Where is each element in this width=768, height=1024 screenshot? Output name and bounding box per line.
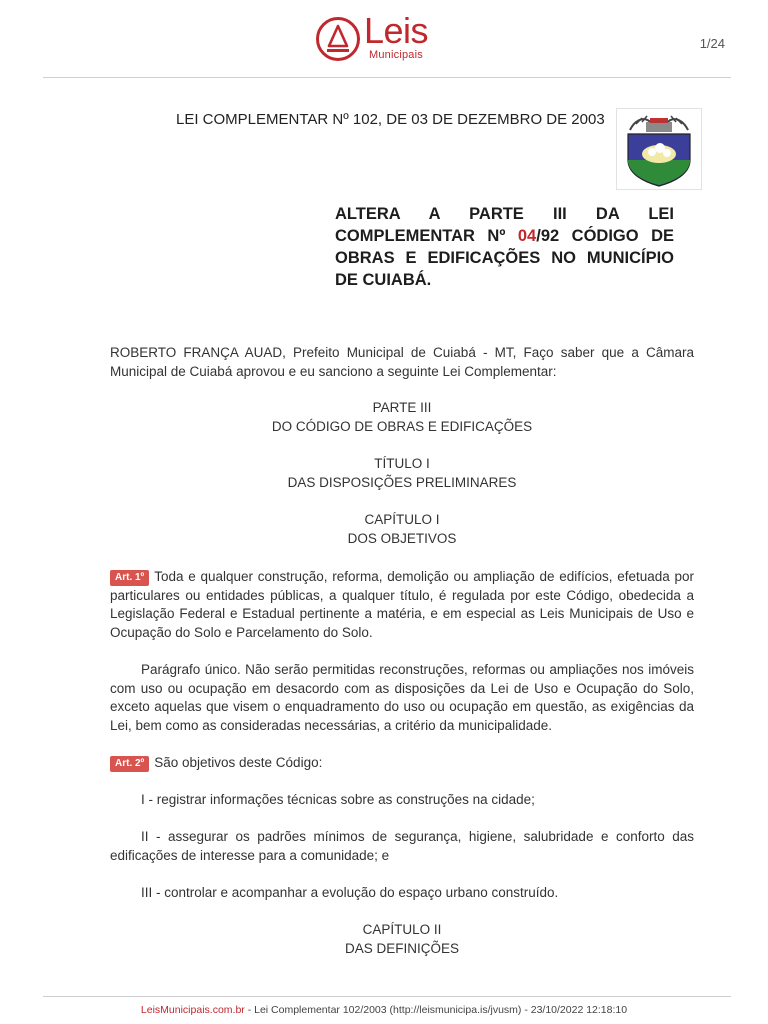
chapter1-heading (110, 511, 694, 548)
law-title: LEI COMPLEMENTAR Nº 102, DE 03 DE DEZEMBRO DE 2003 (176, 111, 605, 128)
page-header (0, 0, 768, 78)
title-heading-name: DAS DISPOSIÇÕES PRELIMINARES (287, 474, 517, 490)
article-2-badge[interactable]: Art. 2º (110, 756, 149, 772)
header-divider (43, 77, 731, 78)
leis-municipais-logo[interactable] (315, 10, 445, 62)
objective-item-2: II - assegurar os padrões mínimos de segurança, higiene, salubridade e conforto das edificações de interesse para a comunidade; e (110, 829, 694, 863)
chapter2-heading (110, 921, 694, 958)
article-1-badge[interactable]: Art. 1º (110, 570, 149, 586)
footer-site-link[interactable]: LeisMunicipais.com.br (140, 1004, 245, 1016)
logo-brand-text: Leis (364, 10, 429, 51)
part-heading (110, 399, 694, 436)
chapter2-heading-number: CAPÍTULO II (362, 922, 442, 937)
part-heading-number: PARTE III (372, 400, 432, 415)
referenced-law-link[interactable]: 04 (517, 227, 537, 245)
footer-divider (43, 996, 731, 997)
page-footer (0, 1004, 768, 1016)
title-heading-number: TÍTULO I (374, 456, 430, 471)
article-2-text: São objetivos deste Código: (154, 755, 323, 770)
summary-text-end: /92 CÓDIGO DE OBRAS E EDIFICAÇÕES NO MUNICÍPIO DE CUIABÁ. (335, 227, 674, 289)
intro-paragraph: ROBERTO FRANÇA AUAD, Prefeito Municipal de Cuiabá - MT, Faço saber que a Câmara Municipal de Cuiabá aprovou e eu sanciono a seguinte Lei Complementar: (110, 345, 694, 379)
footer-timestamp: 23/10/2022 12:18:10 (530, 1004, 628, 1016)
logo-brand-subtitle: Municipais (369, 49, 423, 61)
chapter2-heading-name: DAS DEFINIÇÕES (344, 940, 460, 956)
article-1-text: Toda e qualquer construção, reforma, demolição ou ampliação de edifícios, efetuada por particulares ou entidades públicas, a qualquer título, é regulada por este Código, obedecida a Legislação Federal e Estadual pertinente a matéria, e em especial as Leis Municipais de Uso e Ocupação do Solo e Parcelamento do Solo. (110, 569, 694, 640)
coat-of-arms-icon (616, 108, 702, 190)
law-summary (335, 203, 674, 291)
chapter1-heading-name: DOS OBJETIVOS (347, 530, 457, 546)
article-2 (110, 754, 694, 773)
summary-text-start: ALTERA A PARTE III DA LEI COMPLEMENTAR Nº (335, 205, 674, 245)
article-1 (110, 568, 694, 642)
page-indicator: 1/24 (699, 36, 725, 51)
objective-item-3: III - controlar e acompanhar a evolução do espaço urbano construído. (141, 885, 559, 900)
objective-item-1: I - registrar informações técnicas sobre as construções na cidade; (141, 792, 535, 807)
footer-reference: - Lei Complementar 102/2003 (http://leismunicipa.is/jvusm) - (244, 1004, 531, 1016)
part-heading-name: DO CÓDIGO DE OBRAS E EDIFICAÇÕES (271, 418, 533, 434)
scales-logo-icon (315, 16, 361, 62)
sole-paragraph: Parágrafo único. Não serão permitidas reconstruções, reformas ou ampliações nos imóveis com uso ou ocupação em desacordo com as disposições da Lei de Uso e Ocupação do Solo, exceto aquelas que visem o enquadramento do uso ou ocupação em questão, as exigências da Lei, bem como as consideradas necessárias, a critério da municipalidade. (110, 662, 694, 733)
title-heading (110, 455, 694, 492)
chapter1-heading-number: CAPÍTULO I (364, 512, 440, 527)
